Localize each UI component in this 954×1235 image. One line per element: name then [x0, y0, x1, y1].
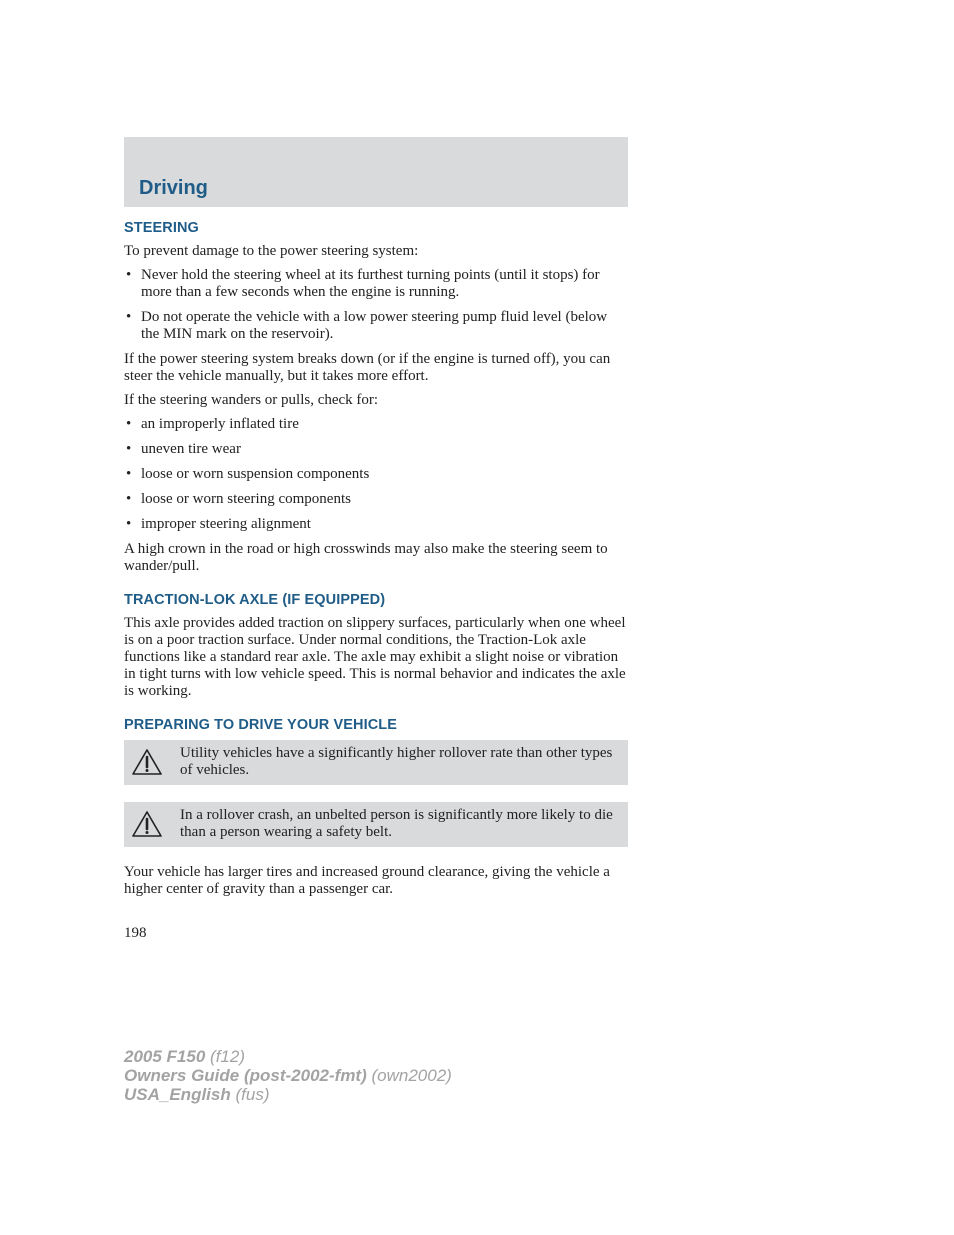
bullet-icon: • [126, 416, 132, 432]
preparing-heading: PREPARING TO DRIVE YOUR VEHICLE [124, 717, 398, 733]
list-item-text: improper steering alignment [141, 516, 311, 532]
preparing-paragraph: Your vehicle has larger tires and increased ground clearance, giving the vehicle a higher center of gravity than a passenger car. [124, 864, 610, 897]
steering-intro: To prevent damage to the power steering system: [124, 243, 419, 259]
list-item [124, 466, 628, 483]
list-item [124, 267, 628, 301]
steering-crown-paragraph: A high crown in the road or high crosswinds may also make the steering seem to wander/pull. [124, 541, 608, 574]
document-footer [124, 1047, 452, 1104]
steering-bullet-list [124, 267, 628, 343]
bullet-icon: • [126, 491, 132, 507]
list-item [124, 441, 628, 458]
section-spacer [124, 582, 628, 592]
bullet-icon: • [126, 267, 132, 283]
list-item-text: an improperly inflated tire [141, 416, 299, 432]
section-title: Driving [139, 177, 208, 199]
warning-box-rollover-rate [124, 740, 628, 785]
steering-check-list [124, 416, 628, 533]
list-item [124, 516, 628, 533]
footer-language-code: (fus) [235, 1085, 270, 1104]
page-content [124, 220, 628, 905]
footer-model-code: (f12) [210, 1047, 245, 1066]
list-item [124, 491, 628, 508]
bullet-icon: • [126, 441, 132, 457]
list-item-text: Do not operate the vehicle with a low power steering pump fluid level (below the MIN mark on the reservoir). [141, 309, 608, 342]
footer-line-guide [124, 1066, 452, 1085]
list-item [124, 416, 628, 433]
bullet-icon: • [126, 466, 132, 482]
bullet-icon: • [126, 516, 132, 532]
footer-guide: Owners Guide (post-2002-fmt) [124, 1066, 367, 1085]
footer-model: 2005 F150 [124, 1047, 206, 1066]
footer-line-language [124, 1085, 452, 1104]
warning-triangle-icon [131, 748, 163, 776]
warning-text: In a rollover crash, an unbelted person is significantly more likely to die than a person wearing a safety belt. [180, 807, 613, 840]
traction-paragraph: This axle provides added traction on slippery surfaces, particularly when one wheel is on a poor traction surface. Under normal conditions, the Traction-Lok axle functions like a standard rear axle. The axle may exhibit a slight noise or vibration in tight turns with low vehicle speed. This is normal behavior and indicates the axle is working. [124, 615, 626, 699]
list-item-text: uneven tire wear [141, 441, 241, 457]
page-number: 198 [124, 925, 147, 941]
list-item-text: loose or worn steering components [141, 491, 351, 507]
footer-guide-code: (own2002) [371, 1066, 452, 1085]
section-header-band [124, 137, 628, 207]
warning-text: Utility vehicles have a significantly higher rollover rate than other types of vehicles. [180, 745, 613, 778]
section-spacer [124, 707, 628, 717]
list-item-text: Never hold the steering wheel at its furthest turning points (until it stops) for more than a few seconds when the engine is running. [141, 267, 600, 300]
footer-language: USA_English [124, 1085, 231, 1104]
steering-heading: STEERING [124, 220, 199, 236]
warning-triangle-icon [131, 810, 163, 838]
list-item-text: loose or worn suspension components [141, 466, 370, 482]
steering-wanders-paragraph: If the steering wanders or pulls, check for: [124, 392, 379, 408]
bullet-icon: • [126, 309, 132, 325]
traction-heading: TRACTION-LOK AXLE (IF EQUIPPED) [124, 592, 386, 608]
list-item [124, 309, 628, 343]
warning-box-safety-belt [124, 802, 628, 847]
steering-breakdown-paragraph: If the power steering system breaks down (or if the engine is turned off), you can steer the vehicle manually, but it takes more effort. [124, 351, 611, 384]
footer-line-model [124, 1047, 452, 1066]
